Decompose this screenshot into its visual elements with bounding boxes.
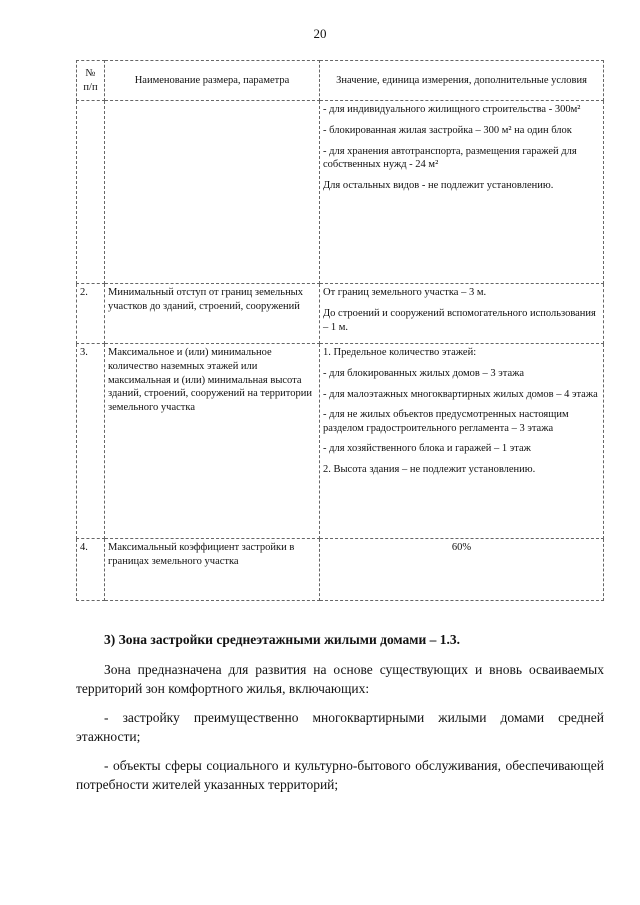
row-name: Максимальный коэффициент застройки в границах земельного участка xyxy=(105,539,320,601)
value-line: От границ земельного участка – 3 м. xyxy=(323,287,487,299)
row-value xyxy=(320,101,604,284)
section-paragraph: - застройку преимущественно многоквартирными жилыми домами средней этажности; xyxy=(76,709,604,745)
header-name: Наименование размера, параметра xyxy=(105,61,320,101)
table-row xyxy=(77,344,604,539)
value-line: 1. Предельное количество этажей: xyxy=(323,347,477,359)
value-line: - блокированная жилая застройка – 300 м² на один блок xyxy=(323,124,572,136)
table-row xyxy=(77,539,604,601)
header-value: Значение, единица измерения, дополнительные условия xyxy=(320,61,604,101)
page-number: 20 xyxy=(313,26,327,41)
row-name: Минимальный отступ от границ земельных участков до зданий, строений, сооружений xyxy=(105,284,320,344)
value-line: 60% xyxy=(451,542,472,554)
table-header-row xyxy=(77,61,604,101)
value-line: До строений и сооружений вспомогательного использования – 1 м. xyxy=(323,307,596,333)
row-name xyxy=(105,101,320,284)
section-heading: 3) Зона застройки среднеэтажными жилыми домами – 1.3. xyxy=(104,632,461,647)
section-paragraph: - объекты сферы социального и культурно-бытового обслуживания, обеспечивающей потребности жителей указанных территорий; xyxy=(76,757,604,793)
parameters-table xyxy=(76,60,604,601)
row-num xyxy=(77,101,105,284)
row-value xyxy=(320,344,604,539)
value-line: Для остальных видов - не подлежит установлению. xyxy=(323,179,554,191)
zone-section xyxy=(76,630,604,795)
row-num: 3. xyxy=(77,344,105,539)
row-num: 2. xyxy=(77,284,105,344)
value-line: - для хозяйственного блока и гаражей – 1 этаж xyxy=(323,443,531,455)
row-value xyxy=(320,284,604,344)
header-num: № п/п xyxy=(77,61,105,101)
value-line: - для блокированных жилых домов – 3 этажа xyxy=(323,367,525,379)
value-line: - для хранения автотранспорта, размещения гаражей для собственных нужд - 24 м² xyxy=(323,145,577,171)
section-paragraph: Зона предназначена для развития на основе существующих и вновь осваиваемых территорий зон комфортного жилья, включающих: xyxy=(76,661,604,697)
value-line: - для не жилых объектов предусмотренных настоящим разделом градостроительного регламента – 3 этажа xyxy=(323,409,569,434)
table-row xyxy=(77,284,604,344)
value-line: - для индивидуального жилищного строительства - 300м² xyxy=(323,104,581,116)
value-line: - для малоэтажных многоквартирных жилых домов – 4 этажа xyxy=(323,388,598,400)
row-num: 4. xyxy=(77,539,105,601)
value-line: 2. Высота здания – не подлежит установлению. xyxy=(323,464,536,476)
table-row xyxy=(77,101,604,284)
row-name: Максимальное и (или) минимальное количество наземных этажей или максимальная и (или) минимальная высота зданий, строений, сооружений на территории земельного участка xyxy=(105,344,320,539)
row-value xyxy=(320,539,604,601)
